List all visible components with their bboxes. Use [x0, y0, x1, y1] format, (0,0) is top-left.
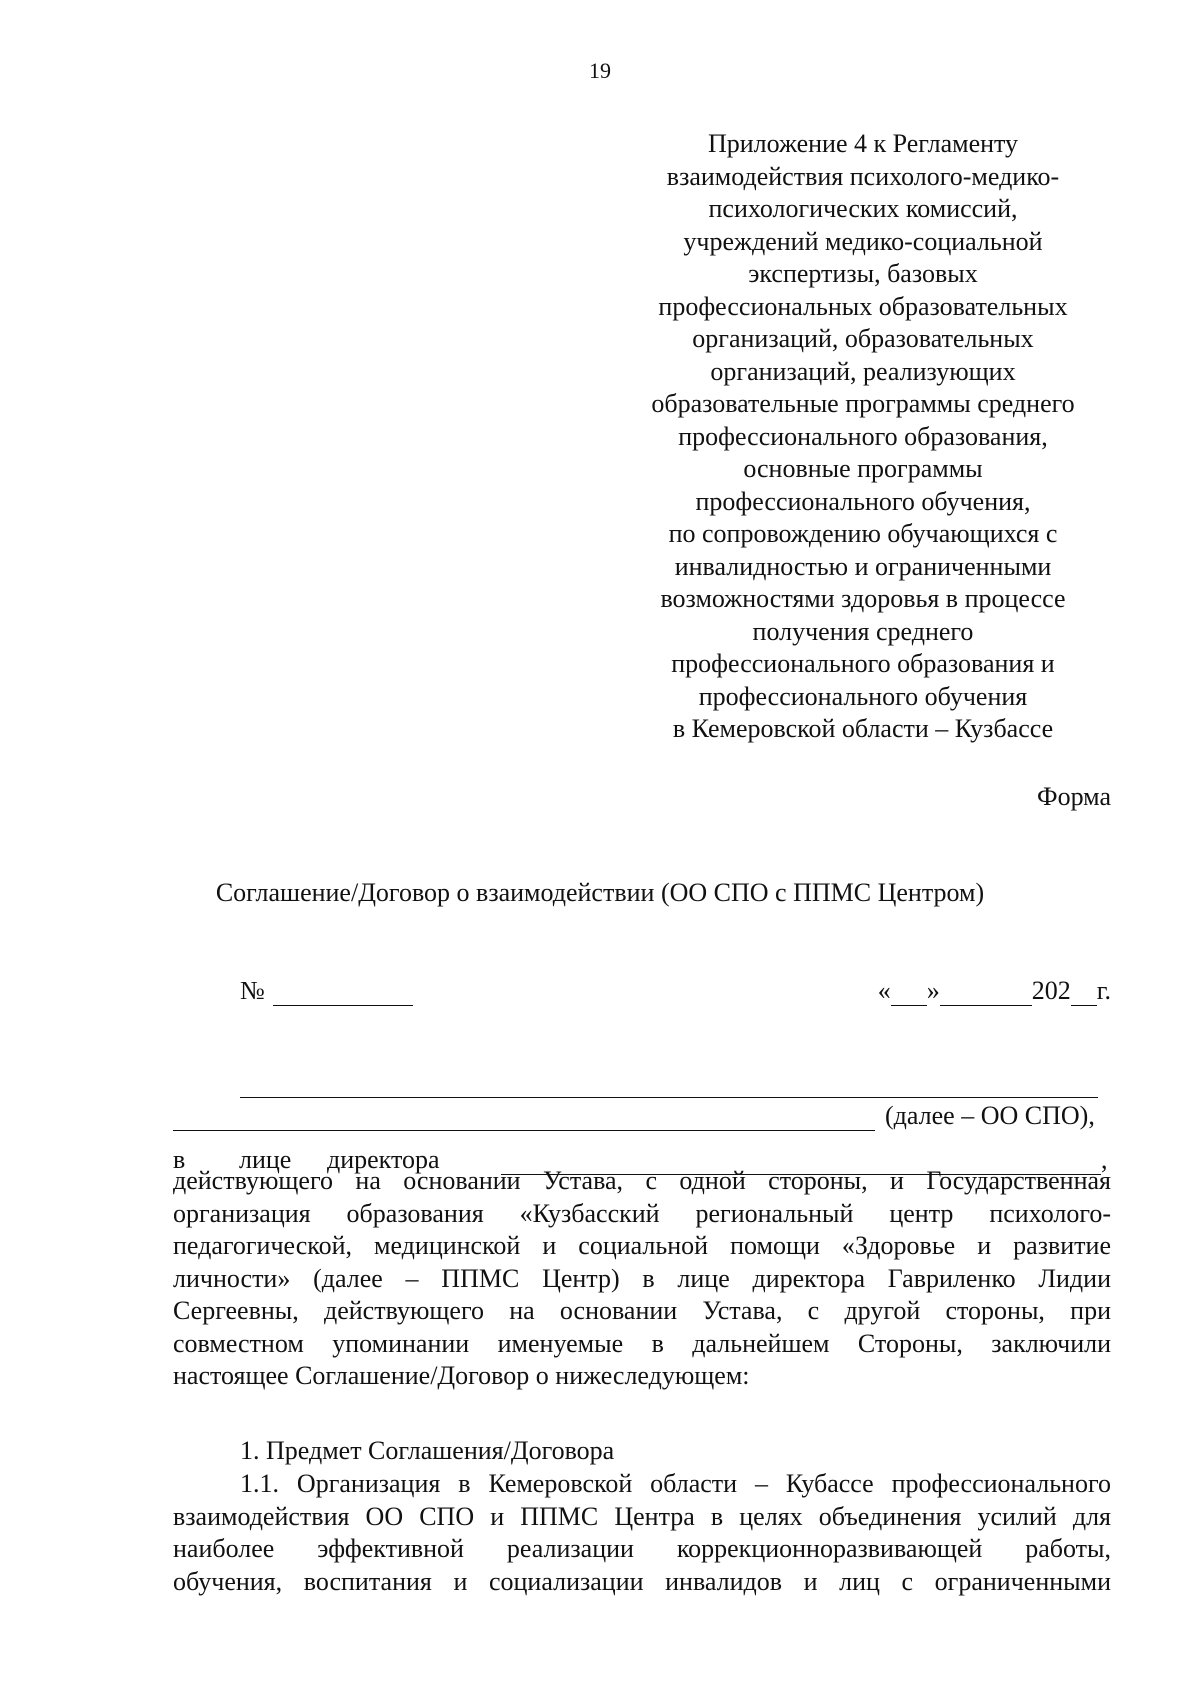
- parties-line: личности» (далее – ППМС Центр) в лице директора Гавриленко Лидии: [173, 1263, 1111, 1293]
- organization-name-blank-line-2: [173, 1104, 875, 1131]
- appendix-line: возможностями здоровья в процессе: [660, 584, 1066, 613]
- date-close-quote: »: [926, 976, 940, 1005]
- appendix-line: инвалидностью и ограниченными: [674, 551, 1052, 581]
- section-1-paragraph: [173, 1468, 1111, 1598]
- organization-name-blank-line-1: [240, 1097, 1098, 1098]
- section-1-line: 1.1. Организация в Кемеровской области – Кубассе профессионального: [240, 1469, 1111, 1498]
- page-number: 19: [589, 58, 611, 83]
- year-blank: [1071, 979, 1097, 1006]
- organization-name-row: [173, 1101, 1111, 1131]
- director-word-1: в: [173, 1145, 186, 1174]
- parties-line: совместном упоминании именуемые в дальнейшем Стороны, заключили: [173, 1328, 1111, 1358]
- section-1-line: наиболее эффективной реализации коррекционноразвивающей работы,: [173, 1534, 1111, 1563]
- appendix-header: [618, 128, 1108, 746]
- appendix-line: Приложение 4 к Регламенту: [707, 129, 1019, 158]
- appendix-line: организаций, образовательных: [692, 324, 1034, 353]
- director-comma: ,: [1101, 1145, 1108, 1174]
- year-prefix: 202: [1031, 976, 1071, 1005]
- section-1-line: взаимодействия ОО СПО и ППМС Центра в целях объединения усилий для: [173, 1501, 1111, 1531]
- parties-line: Сергеевны, действующего на основании Устава, с другой стороны, при: [173, 1296, 1111, 1325]
- form-label: Форма: [1037, 782, 1111, 811]
- appendix-line: профессионального образования,: [678, 421, 1048, 451]
- number-blank: [273, 979, 413, 1006]
- appendix-line: профессионального обучения: [698, 681, 1028, 711]
- appendix-line: образовательные программы среднего: [651, 389, 1075, 418]
- parties-paragraph: [173, 1165, 1111, 1393]
- director-word-3: директора: [327, 1145, 440, 1174]
- appendix-line: учреждений медико-социальной: [683, 226, 1043, 256]
- month-blank: [940, 979, 1032, 1006]
- document-title: Соглашение/Договор о взаимодействии (ОО СПО с ППМС Центром): [215, 878, 985, 907]
- parties-line: настоящее Соглашение/Договор о нижеследующем:: [173, 1361, 750, 1390]
- appendix-line: по сопровождению обучающихся с: [668, 519, 1058, 548]
- appendix-line: профессионального образования и: [671, 649, 1055, 678]
- appendix-line: взаимодействия психолого-медико-: [666, 161, 1060, 191]
- appendix-line: экспертизы, базовых: [748, 259, 978, 288]
- day-blank: [891, 979, 927, 1006]
- parties-line: организация образования «Кузбасский региональный центр психолого-: [173, 1198, 1111, 1228]
- appendix-line: основные программы: [743, 454, 983, 483]
- appendix-line: профессионального обучения,: [695, 486, 1031, 516]
- document-date-field: [878, 976, 1111, 1006]
- appendix-line: в Кемеровской области – Кузбассе: [672, 714, 1054, 743]
- section-1-heading: 1. Предмет Соглашения/Договора: [240, 1436, 615, 1465]
- parties-line: педагогической, медицинской и социальной помощи «Здоровье и развитие: [173, 1231, 1111, 1260]
- appendix-line: профессиональных образовательных: [658, 291, 1068, 321]
- year-suffix: г.: [1096, 976, 1111, 1005]
- number-symbol: №: [240, 976, 265, 1005]
- parties-line: действующего на основании Устава, с одной стороны, и Государственная: [173, 1166, 1111, 1195]
- document-number-field: [240, 976, 413, 1006]
- appendix-line: психологических комиссий,: [708, 194, 1018, 223]
- appendix-line: получения среднего: [752, 616, 974, 646]
- appendix-line: организаций, реализующих: [710, 356, 1016, 386]
- director-word-2: лице: [239, 1145, 292, 1174]
- date-open-quote: «: [877, 976, 891, 1005]
- organization-abbrev-note: (далее – ОО СПО),: [885, 1101, 1095, 1130]
- section-1-line: обучения, воспитания и социализации инвалидов и лиц с ограниченными: [173, 1566, 1111, 1596]
